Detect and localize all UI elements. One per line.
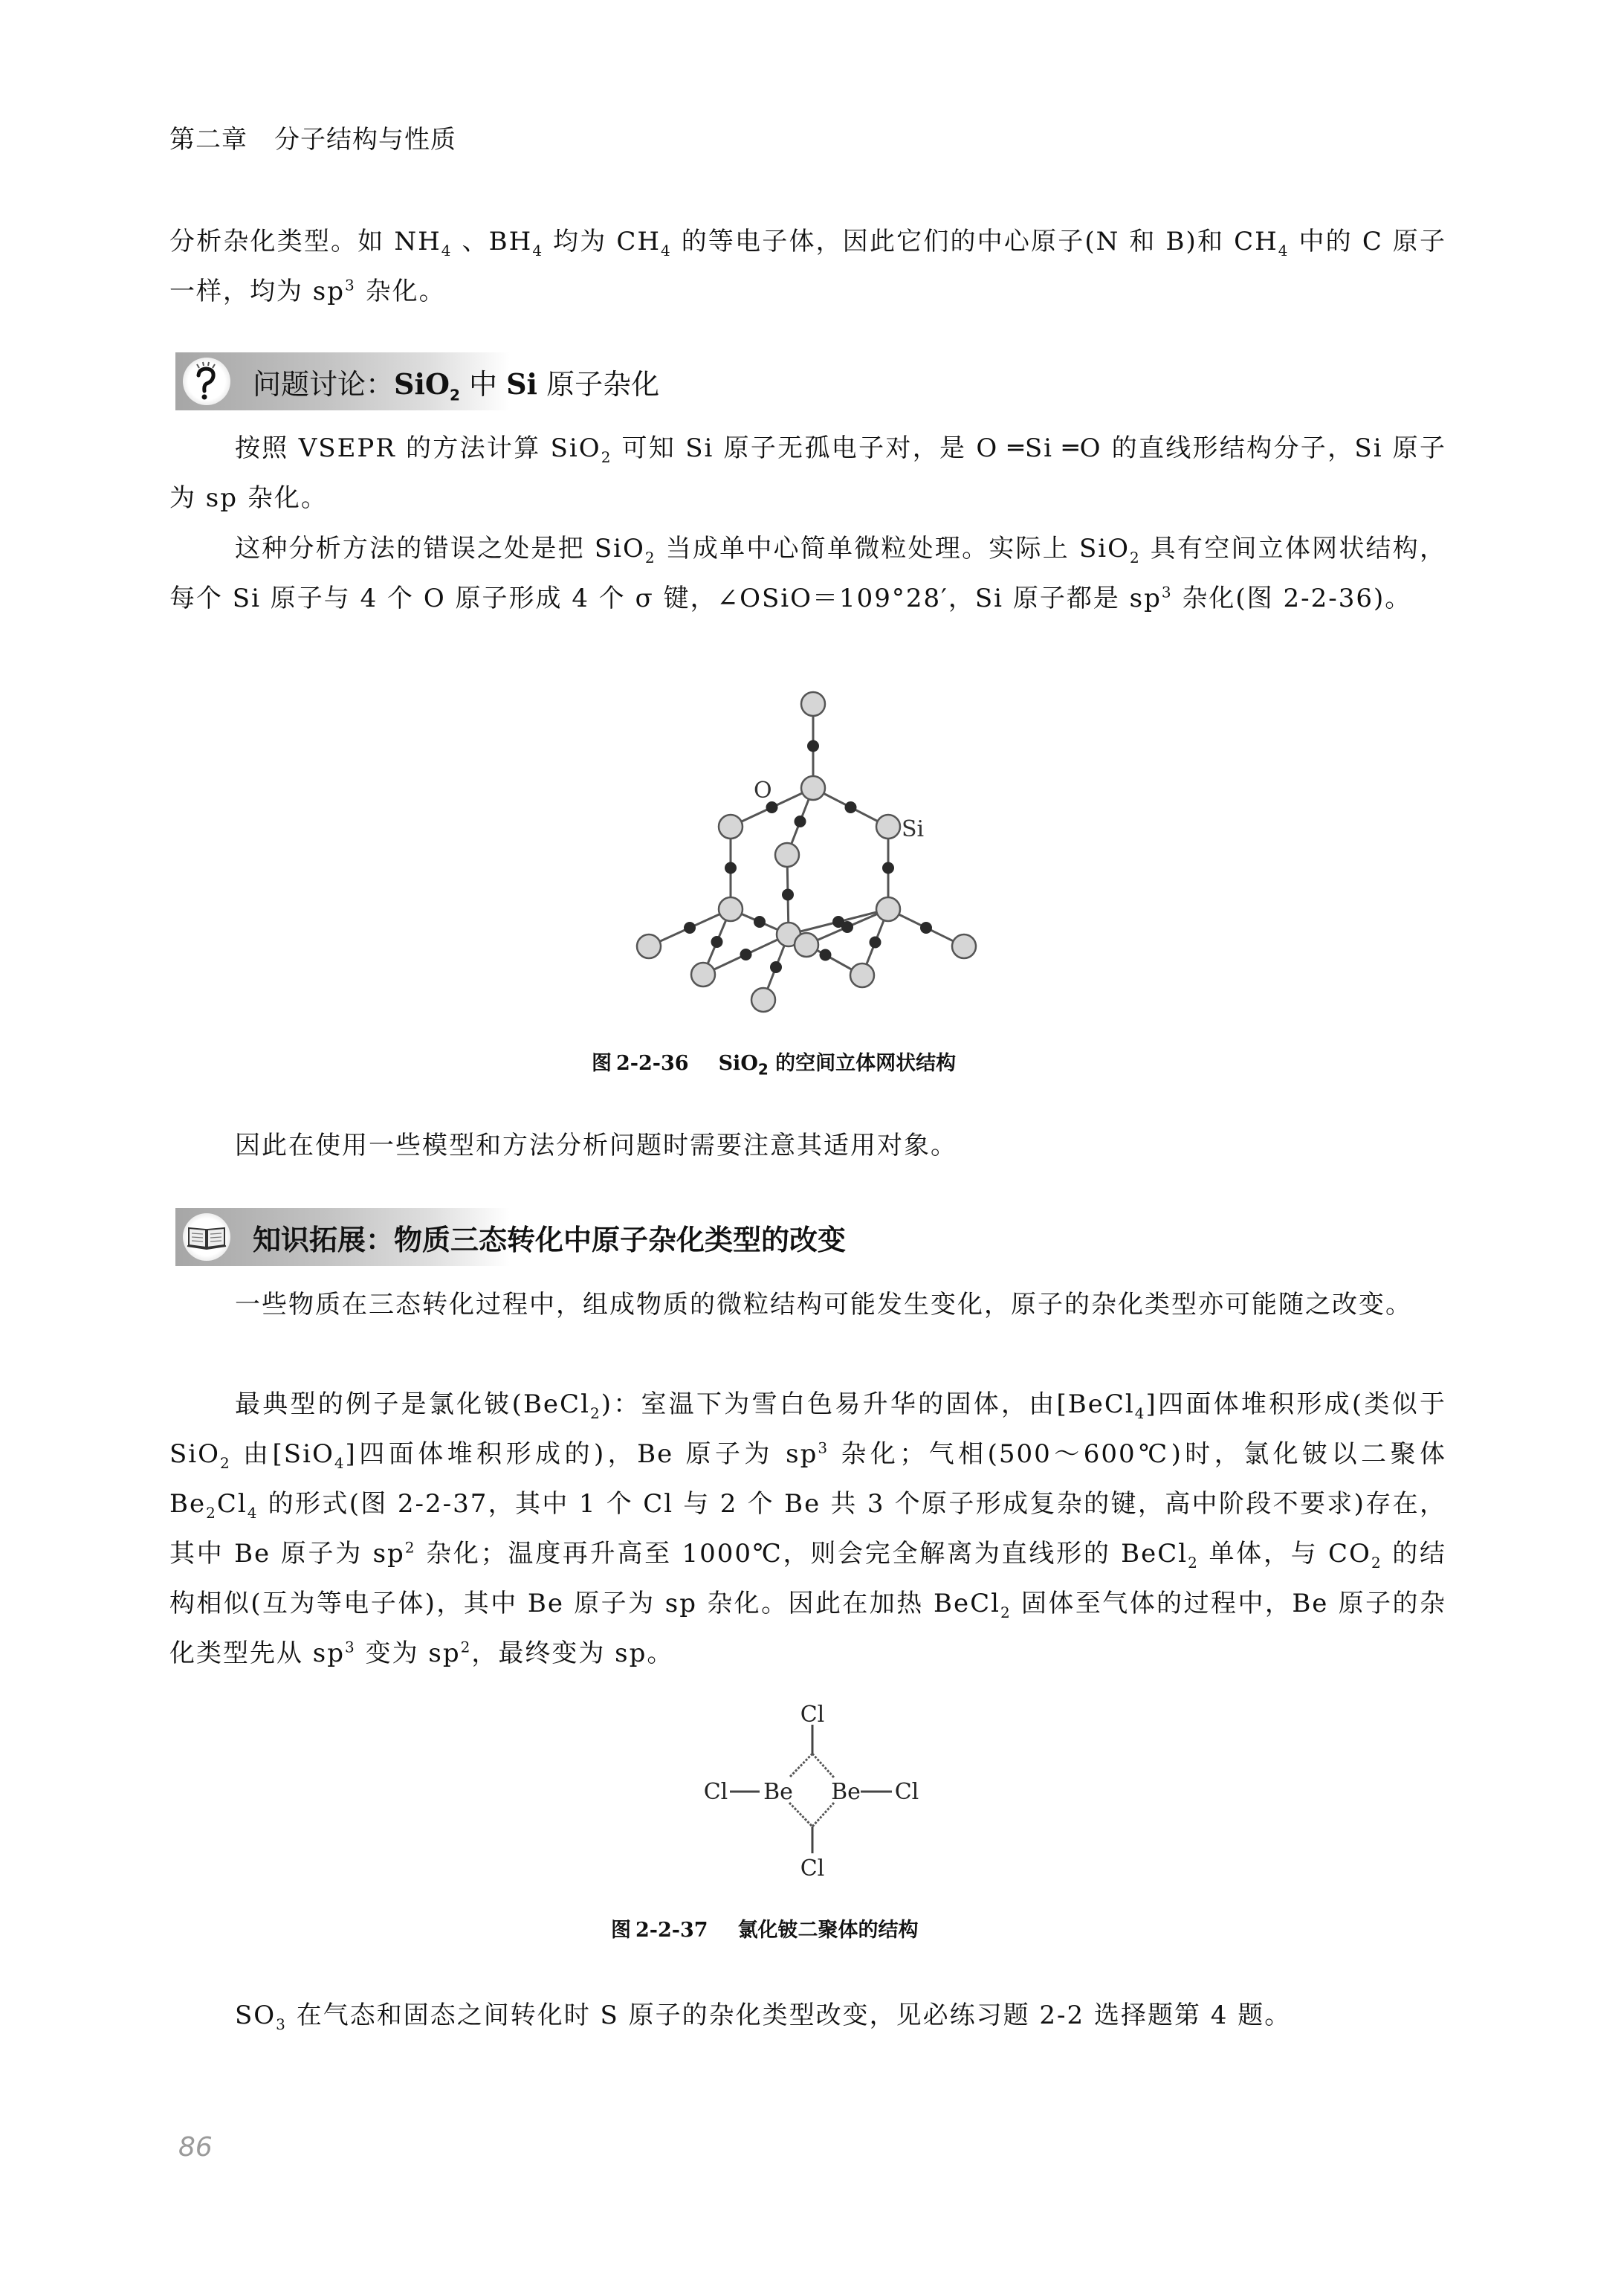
subscript: 2: [1371, 1553, 1382, 1572]
subscript: 4: [247, 1503, 259, 1522]
subscript: 2: [644, 548, 656, 566]
chlorine-atom-left: Cl: [703, 1779, 728, 1805]
bridge-bond: [789, 1754, 812, 1777]
subscript: 4: [334, 1453, 346, 1472]
silicon-atom: [775, 843, 799, 867]
subscript: 4: [441, 241, 453, 259]
chlorine-atom-top: Cl: [800, 1702, 825, 1728]
oxygen-atom: [782, 889, 794, 901]
subscript: 2: [220, 1453, 231, 1472]
discussion-title: 问题讨论：SiO$_2$ 中 Si 原子杂化: [253, 367, 660, 404]
silicon-atom: [795, 933, 818, 957]
silicon-atom: [637, 934, 661, 958]
intro-paragraph: 分析杂化类型。如 $NH_4$ 、$BH_4$ 均为 $CH_4$ 的等电子体，因此它们的中心原子(N 和 B)和 $CH_4$ 中的 C 原子一样，均为 $sp^3$ 杂化。: [169, 227, 1446, 306]
oxygen-label: O: [754, 778, 772, 804]
oxygen-atom: [740, 949, 752, 960]
silicon-atom: [801, 776, 825, 800]
oxygen-atom: [841, 921, 853, 933]
bridge-bond: [812, 1754, 834, 1777]
bridge-bond: [789, 1803, 812, 1827]
extension-paragraph-2: 最典型的例子是氯化铍(BeCl$_2$)：室温下为雪白色易升华的固体，由[BeCl$_4$]四面体堆积形成(类似于 SiO$_2$ 由[SiO$_4$]四面体堆积形成的)，Be 原子为 $sp^3$ 杂化；气相(500～600℃)时，氯化铍以二聚体 $Be_2Cl_4$ 的形式(图 2-2-37，其中 1 个 Cl 与 2 个 Be 共 3 个原子形成复杂的键，高中阶段不要求)存在，其中 Be 原子为 $sp^2$ 杂化；温度再升高至 1000℃，则会完全解离为直线形的 BeCl$_2$ 单体，与 $CO_2$ 的结构相似(互为等电子体)，其中 Be 原子为 sp 杂化。因此在加热 BeCl$_2$ 固体至气体的过程中，Be 原子的杂化类型先从 $sp^3$ 变为 $sp^2$，最终变为 sp。: [169, 1389, 1446, 1668]
subscript: 4: [1278, 241, 1290, 259]
oxygen-atom: [770, 961, 782, 973]
silicon-atom: [876, 897, 900, 921]
oxygen-atom: [725, 862, 737, 874]
sio2-network-figure: [0, 0, 1624, 1041]
superscript: 3: [818, 1438, 829, 1457]
figure-caption-2-2-37: 图 2-2-37 氯化铍二聚体的结构: [611, 1919, 919, 1942]
oxygen-atom: [684, 922, 696, 934]
subscript: 4: [661, 241, 672, 259]
extension-paragraph-1: 一些物质在三态转化过程中，组成物质的微粒结构可能发生变化，原子的杂化类型亦可能随之改变。: [235, 1290, 1412, 1320]
oxygen-atom: [807, 740, 819, 752]
discussion-paragraph-3: 因此在使用一些模型和方法分析问题时需要注意其适用对象。: [235, 1131, 957, 1160]
oxygen-atom: [711, 936, 723, 948]
page-number: 86: [178, 2132, 213, 2163]
silicon-atom: [801, 692, 825, 716]
subscript: 2: [1000, 1603, 1012, 1621]
superscript: 2: [460, 1638, 472, 1656]
extension-banner: [175, 1208, 847, 1266]
silicon-atom: [719, 897, 743, 921]
discussion-paragraph-2: 这种分析方法的错误之处是把 SiO$_2$ 当成单中心简单微粒处理。实际上 SiO$_2$ 具有空间立体网状结构，每个 Si 原子与 4 个 O 原子形成 4 个 σ 键，∠OSiO＝109°28′，Si 原子都是 $sp^3$ 杂化(图 2-2-36)。: [169, 534, 1446, 613]
oxygen-atom: [795, 816, 806, 827]
beryllium-atom-left: Be: [763, 1779, 793, 1805]
oxygen-atom: [820, 949, 832, 961]
silicon-label: Si: [902, 816, 925, 842]
subscript: 2: [1130, 548, 1141, 566]
chapter-label: 第二章: [169, 125, 248, 155]
subscript: 2: [206, 1503, 217, 1522]
silicon-atom: [751, 988, 775, 1012]
discussion-paragraph-1: 按照 VSEPR 的方法计算 SiO$_2$ 可知 Si 原子无孤电子对，是 O ═Si ═O 的直线形结构分子，Si 原子为 sp 杂化。: [169, 433, 1446, 513]
oxygen-atom: [870, 937, 881, 949]
superscript: 3: [345, 1638, 356, 1656]
figure-caption-2-2-36: 图 2-2-36 SiO$_2$ 的空间立体网状结构: [592, 1052, 957, 1079]
chapter-title: 分子结构与性质: [274, 125, 456, 155]
chlorine-atom-bottom: Cl: [800, 1856, 825, 1882]
oxygen-atom: [845, 801, 857, 813]
superscript: 3: [1161, 583, 1173, 601]
oxygen-atom: [882, 862, 894, 874]
becl2-dimer-figure: [669, 1688, 966, 1896]
chlorine-atom-right: Cl: [894, 1779, 919, 1805]
oxygen-atom: [920, 922, 932, 934]
subscript: 2: [589, 1404, 601, 1422]
subscript: 4: [532, 241, 544, 259]
subscript: 4: [1134, 1404, 1146, 1422]
silicon-atom: [876, 815, 900, 839]
oxygen-atom: [754, 916, 766, 928]
silicon-atom: [952, 934, 976, 958]
extension-paragraph-3: $SO_3$ 在气态和固态之间转化时 S 原子的杂化类型改变，见必练习题 2-2 选择题第 4 题。: [235, 2001, 1292, 2033]
beryllium-atom-right: Be: [831, 1779, 861, 1805]
superscript: 3: [345, 276, 356, 294]
extension-title: 知识拓展：物质三态转化中原子杂化类型的改变: [253, 1224, 847, 1256]
superscript: 2: [404, 1538, 416, 1557]
bridge-bond: [812, 1803, 834, 1827]
silicon-atom: [850, 963, 874, 987]
subscript: 2: [1188, 1553, 1199, 1572]
silicon-atom: [691, 963, 715, 986]
open-book-icon: [183, 1213, 230, 1261]
subscript: 3: [276, 2015, 287, 2033]
silicon-atom: [719, 815, 743, 839]
subscript: 2: [601, 448, 612, 466]
